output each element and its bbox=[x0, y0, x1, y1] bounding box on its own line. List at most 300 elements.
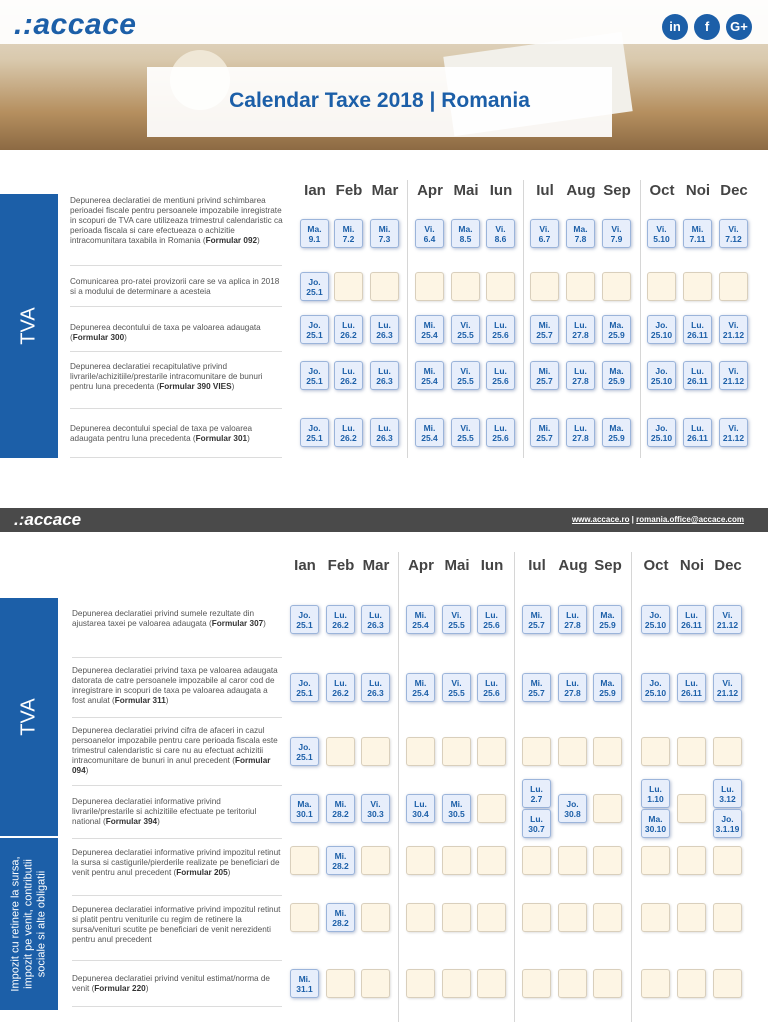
deadline-cell[interactable] bbox=[326, 605, 355, 634]
empty-cell bbox=[602, 272, 631, 301]
empty-cell bbox=[477, 903, 506, 932]
deadline-cell[interactable] bbox=[415, 361, 444, 390]
deadline-cell[interactable] bbox=[326, 903, 355, 932]
empty-cell bbox=[290, 846, 319, 875]
empty-cell bbox=[713, 846, 742, 875]
month-header-dec: Dec bbox=[714, 557, 742, 574]
deadline-date: Vi. 25.5 bbox=[457, 366, 474, 386]
deadline-cell[interactable] bbox=[486, 315, 515, 344]
empty-cell bbox=[713, 969, 742, 998]
empty-cell bbox=[442, 969, 471, 998]
deadline-cell[interactable] bbox=[300, 361, 329, 390]
deadline-date: Lu. 26.11 bbox=[687, 423, 708, 443]
month-header-sep: Sep bbox=[603, 182, 631, 199]
deadline-cell[interactable] bbox=[326, 673, 355, 702]
deadline-cell[interactable] bbox=[406, 673, 435, 702]
deadline-date: Vi. 25.5 bbox=[448, 610, 465, 630]
empty-cell bbox=[290, 903, 319, 932]
deadline-date: Lu. 26.2 bbox=[340, 423, 357, 443]
obligation-description: Depunerea declaratiei privind taxa pe valoarea adaugata datorata de catre persoanele impozabile al caror cod de inregistrare in scopuri de taxa pe valoarea adaugata a fost anulat (Formular 311) bbox=[72, 666, 278, 705]
row-divider bbox=[72, 1006, 282, 1007]
deadline-date: Lu. 26.2 bbox=[340, 320, 357, 340]
empty-cell bbox=[522, 969, 551, 998]
deadline-date: Lu. 25.6 bbox=[483, 678, 500, 698]
deadline-date: Lu. 26.2 bbox=[332, 678, 349, 698]
empty-cell bbox=[442, 737, 471, 766]
quarter-divider bbox=[640, 180, 641, 458]
empty-cell bbox=[677, 969, 706, 998]
deadline-date: Ma. 25.9 bbox=[599, 610, 616, 630]
empty-cell bbox=[593, 969, 622, 998]
month-header-aug: Aug bbox=[566, 182, 596, 199]
deadline-cell[interactable] bbox=[522, 605, 551, 634]
deadline-cell[interactable] bbox=[442, 673, 471, 702]
empty-cell bbox=[558, 846, 587, 875]
month-header-iul: Iul bbox=[536, 182, 554, 199]
empty-cell bbox=[361, 903, 390, 932]
deadline-date: Mi. 25.7 bbox=[536, 366, 553, 386]
empty-cell bbox=[530, 272, 559, 301]
empty-cell bbox=[566, 272, 595, 301]
deadline-cell[interactable] bbox=[683, 361, 712, 390]
deadline-date: Vi. 21.12 bbox=[716, 678, 739, 698]
deadline-date: Lu. 30.7 bbox=[528, 814, 545, 834]
deadline-cell[interactable] bbox=[300, 315, 329, 344]
footer-band bbox=[0, 508, 768, 532]
deadline-date: Jo. 25.1 bbox=[306, 320, 323, 340]
deadline-cell[interactable] bbox=[361, 605, 390, 634]
month-header-mar: Mar bbox=[371, 182, 399, 199]
page-title: Calendar Taxe 2018 | Romania bbox=[229, 89, 530, 112]
empty-cell bbox=[451, 272, 480, 301]
deadline-date: Lu. 27.8 bbox=[572, 320, 589, 340]
deadline-cell[interactable] bbox=[406, 605, 435, 634]
deadline-cell[interactable] bbox=[713, 809, 742, 838]
empty-cell bbox=[558, 969, 587, 998]
deadline-cell[interactable] bbox=[451, 361, 480, 390]
deadline-date: Lu. 26.11 bbox=[687, 320, 708, 340]
empty-cell bbox=[719, 272, 748, 301]
month-header-apr: Apr bbox=[417, 182, 443, 199]
empty-cell bbox=[477, 846, 506, 875]
deadline-cell[interactable] bbox=[593, 673, 622, 702]
deadline-cell[interactable] bbox=[370, 315, 399, 344]
deadline-date: Vi. 21.12 bbox=[722, 423, 745, 443]
empty-cell bbox=[477, 737, 506, 766]
empty-cell bbox=[677, 794, 706, 823]
category-label-text: TVA bbox=[17, 698, 40, 736]
deadline-cell[interactable] bbox=[326, 846, 355, 875]
month-header-iul: Iul bbox=[528, 557, 546, 574]
empty-cell bbox=[713, 737, 742, 766]
deadline-cell[interactable] bbox=[522, 809, 551, 838]
deadline-date: Lu. 26.3 bbox=[376, 423, 393, 443]
deadline-cell[interactable] bbox=[602, 418, 631, 447]
deadline-date: Ma. 25.9 bbox=[608, 320, 625, 340]
empty-cell bbox=[677, 903, 706, 932]
deadline-cell[interactable] bbox=[522, 779, 551, 808]
deadline-cell[interactable] bbox=[290, 737, 319, 766]
category-label bbox=[0, 194, 58, 458]
deadline-date: Lu. 27.8 bbox=[564, 610, 581, 630]
empty-cell bbox=[641, 969, 670, 998]
deadline-date: Jo. 25.1 bbox=[296, 678, 313, 698]
obligation-description: Depunerea decontului de taxa pe valoarea adaugata (Formular 300) bbox=[70, 323, 261, 342]
obligation-description: Depunerea declaratiei informative privind livrarile/prestarile si achizitiile efectuate pe teritoriul national (Formular 394) bbox=[72, 797, 257, 826]
row-divider bbox=[70, 306, 282, 307]
deadline-cell[interactable] bbox=[602, 361, 631, 390]
deadline-cell[interactable] bbox=[415, 418, 444, 447]
empty-cell bbox=[361, 969, 390, 998]
deadline-date: Vi. 5.10 bbox=[653, 224, 670, 244]
quarter-divider bbox=[398, 552, 399, 1022]
deadline-cell[interactable] bbox=[477, 673, 506, 702]
deadline-date: Lu. 26.11 bbox=[687, 366, 708, 386]
empty-cell bbox=[522, 903, 551, 932]
deadline-date: Mi. 28.2 bbox=[332, 851, 349, 871]
deadline-cell[interactable] bbox=[677, 605, 706, 634]
deadline-cell[interactable] bbox=[290, 794, 319, 823]
empty-cell bbox=[641, 846, 670, 875]
deadline-date: Lu. 3.12 bbox=[719, 784, 736, 804]
deadline-cell[interactable] bbox=[370, 361, 399, 390]
deadline-cell[interactable] bbox=[415, 219, 444, 248]
deadline-date: Lu. 26.3 bbox=[376, 366, 393, 386]
month-header-apr: Apr bbox=[408, 557, 434, 574]
deadline-cell[interactable] bbox=[719, 315, 748, 344]
deadline-cell[interactable] bbox=[719, 219, 748, 248]
obligation-description: Depunerea declaratiei informative privind impozitul retinut la sursa si castigurile/pierderile realizate pe beneficiari de venit pentru anul precedent (Formular 205) bbox=[72, 848, 281, 877]
empty-cell bbox=[647, 272, 676, 301]
deadline-date: Mi. 7.2 bbox=[342, 224, 355, 244]
deadline-date: Vi. 7.9 bbox=[610, 224, 623, 244]
deadline-date: Lu. 30.4 bbox=[412, 799, 429, 819]
deadline-date: Ma. 30.1 bbox=[296, 799, 313, 819]
empty-cell bbox=[641, 737, 670, 766]
deadline-cell[interactable] bbox=[566, 361, 595, 390]
deadline-cell[interactable] bbox=[530, 219, 559, 248]
empty-cell bbox=[558, 903, 587, 932]
empty-cell bbox=[361, 737, 390, 766]
deadline-date: Lu. 25.6 bbox=[492, 366, 509, 386]
deadline-date: Mi. 25.4 bbox=[412, 678, 429, 698]
deadline-cell[interactable] bbox=[361, 794, 390, 823]
obligation-description: Depunerea declaratiei de mentiuni privind schimbarea perioadei fiscale pentru persoanele impozabile inregistrate in scopuri de TVA care utilizeaza trimestrul calendaristic ca perioada fiscala si care efectueaza o achizitie intracomunitara taxabila in Romania (Formular 092) bbox=[70, 196, 283, 245]
deadline-date: Vi. 25.5 bbox=[457, 423, 474, 443]
month-header-ian: Ian bbox=[304, 182, 326, 199]
deadline-date: Ma. 30.10 bbox=[644, 814, 667, 834]
deadline-cell[interactable] bbox=[566, 418, 595, 447]
deadline-date: Ma. 25.9 bbox=[599, 678, 616, 698]
empty-cell bbox=[677, 737, 706, 766]
deadline-cell[interactable] bbox=[602, 315, 631, 344]
deadline-cell[interactable] bbox=[522, 673, 551, 702]
deadline-date: Jo. 25.10 bbox=[650, 366, 673, 386]
row-divider bbox=[70, 457, 282, 458]
month-header-oct: Oct bbox=[649, 182, 675, 199]
deadline-date: Jo. 25.1 bbox=[296, 742, 313, 762]
deadline-date: Mi. 25.4 bbox=[421, 423, 438, 443]
deadline-cell[interactable] bbox=[486, 361, 515, 390]
deadline-cell[interactable] bbox=[677, 673, 706, 702]
deadline-cell[interactable] bbox=[486, 418, 515, 447]
empty-cell bbox=[334, 272, 363, 301]
empty-cell bbox=[593, 846, 622, 875]
deadline-cell[interactable] bbox=[442, 605, 471, 634]
deadline-date: Vi. 25.5 bbox=[448, 678, 465, 698]
deadline-cell[interactable] bbox=[558, 605, 587, 634]
month-header-dec: Dec bbox=[720, 182, 748, 199]
deadline-date: Jo. 25.10 bbox=[650, 320, 673, 340]
deadline-cell[interactable] bbox=[713, 605, 742, 634]
google-plus-icon[interactable]: G+ bbox=[726, 14, 752, 40]
deadline-cell[interactable] bbox=[683, 315, 712, 344]
deadline-date: Vi. 21.12 bbox=[722, 366, 745, 386]
deadline-cell[interactable] bbox=[713, 673, 742, 702]
empty-cell bbox=[406, 969, 435, 998]
deadline-cell[interactable] bbox=[683, 219, 712, 248]
empty-cell bbox=[593, 903, 622, 932]
deadline-cell[interactable] bbox=[451, 219, 480, 248]
deadline-cell[interactable] bbox=[719, 418, 748, 447]
deadline-cell[interactable] bbox=[566, 219, 595, 248]
deadline-date: Lu. 2.7 bbox=[530, 784, 543, 804]
deadline-date: Vi. 6.4 bbox=[423, 224, 436, 244]
category-label bbox=[0, 838, 58, 1010]
deadline-cell[interactable] bbox=[558, 673, 587, 702]
empty-cell bbox=[326, 969, 355, 998]
month-header-aug: Aug bbox=[558, 557, 588, 574]
deadline-date: Mi. 7.3 bbox=[378, 224, 391, 244]
quarter-divider bbox=[523, 180, 524, 458]
month-header-oct: Oct bbox=[643, 557, 669, 574]
deadline-cell[interactable] bbox=[415, 315, 444, 344]
deadline-cell[interactable] bbox=[361, 673, 390, 702]
deadline-cell[interactable] bbox=[602, 219, 631, 248]
obligation-description: Depunerea declaratiei recapitulative privind livrarile/achizitiile/prestarile intracomunitare de bunuri pentru luna precedenta (Formular 390 VIES) bbox=[70, 362, 263, 391]
deadline-date: Jo. 25.1 bbox=[306, 277, 323, 297]
empty-cell bbox=[415, 272, 444, 301]
deadline-cell[interactable] bbox=[558, 794, 587, 823]
deadline-cell[interactable] bbox=[370, 219, 399, 248]
deadline-cell[interactable] bbox=[370, 418, 399, 447]
deadline-cell[interactable] bbox=[290, 605, 319, 634]
obligation-description: Depunerea declaratiei privind cifra de afaceri in cazul persoanelor impozabile pentru care perioada fiscala este trimestrul calendaristic si care nu au efectuat achizitii intracomunitare de bunuri in anul precedent (Formular 094) bbox=[72, 726, 278, 775]
deadline-cell[interactable] bbox=[334, 219, 363, 248]
obligation-description: Depunerea declaratiei privind venitul estimat/norma de venit (Formular 220) bbox=[72, 974, 270, 993]
empty-cell bbox=[486, 272, 515, 301]
deadline-date: Mi. 31.1 bbox=[296, 974, 313, 994]
category-label-text: TVA bbox=[17, 307, 40, 345]
empty-cell bbox=[683, 272, 712, 301]
row-divider bbox=[70, 265, 282, 266]
deadline-cell[interactable] bbox=[641, 779, 670, 808]
deadline-cell[interactable] bbox=[451, 315, 480, 344]
row-divider bbox=[72, 838, 282, 839]
empty-cell bbox=[593, 794, 622, 823]
deadline-cell[interactable] bbox=[683, 418, 712, 447]
deadline-date: Vi. 21.12 bbox=[716, 610, 739, 630]
row-divider bbox=[72, 960, 282, 961]
deadline-cell[interactable] bbox=[593, 605, 622, 634]
month-header-feb: Feb bbox=[335, 182, 363, 199]
deadline-date: Lu. 26.2 bbox=[332, 610, 349, 630]
deadline-cell[interactable] bbox=[647, 219, 676, 248]
month-header-feb: Feb bbox=[327, 557, 355, 574]
deadline-cell[interactable] bbox=[334, 315, 363, 344]
empty-cell bbox=[370, 272, 399, 301]
header-bar bbox=[0, 0, 768, 44]
deadline-date: Mi. 25.4 bbox=[412, 610, 429, 630]
month-header-noi: Noi bbox=[685, 182, 711, 199]
deadline-cell[interactable] bbox=[300, 418, 329, 447]
deadline-date: Vi. 7.12 bbox=[725, 224, 742, 244]
empty-cell bbox=[406, 846, 435, 875]
hero-banner bbox=[0, 0, 768, 150]
deadline-cell[interactable] bbox=[530, 418, 559, 447]
category-label-text: Impozit cu retinere la sursa, impozit pe venit, contributii sociale si alte obligatii bbox=[9, 856, 48, 992]
deadline-cell[interactable] bbox=[451, 418, 480, 447]
deadline-date: Mi. 7.11 bbox=[689, 224, 706, 244]
empty-cell bbox=[713, 903, 742, 932]
linkedin-icon[interactable]: in bbox=[662, 14, 688, 40]
deadline-date: Lu. 26.3 bbox=[367, 678, 384, 698]
empty-cell bbox=[406, 903, 435, 932]
deadline-date: Jo. 30.8 bbox=[564, 799, 581, 819]
month-header-iun: Iun bbox=[480, 557, 504, 574]
month-header-sep: Sep bbox=[594, 557, 622, 574]
deadline-cell[interactable] bbox=[290, 673, 319, 702]
deadline-cell[interactable] bbox=[641, 809, 670, 838]
row-divider bbox=[72, 785, 282, 786]
deadline-date: Lu. 25.6 bbox=[483, 610, 500, 630]
deadline-date: Lu. 27.8 bbox=[572, 366, 589, 386]
deadline-date: Ma. 7.8 bbox=[573, 224, 588, 244]
deadline-cell[interactable] bbox=[334, 418, 363, 447]
deadline-date: Lu. 26.3 bbox=[367, 610, 384, 630]
deadline-date: Lu. 26.11 bbox=[681, 610, 702, 630]
deadline-date: Jo. 3.1.19 bbox=[715, 814, 740, 834]
obligation-description: Depunerea declaratiei privind sumele rezultate din ajustarea taxei pe valoarea adaugata (Formular 307) bbox=[72, 609, 266, 628]
obligation-description: Depunerea declaratiei informative privind impozitul retinut si platit pentru veniturile cu regim de retinere la sursa/venituri scutite pe beneficiari de venit nerezidenti pentru anul precedent bbox=[72, 905, 281, 944]
deadline-date: Jo. 25.1 bbox=[306, 423, 323, 443]
row-divider bbox=[72, 717, 282, 718]
contact-links: www.accace.ro | romania.office@accace.com bbox=[571, 515, 744, 524]
facebook-icon[interactable]: f bbox=[694, 14, 720, 40]
empty-cell bbox=[406, 737, 435, 766]
empty-cell bbox=[522, 846, 551, 875]
deadline-date: Lu. 26.11 bbox=[681, 678, 702, 698]
deadline-date: Mi. 28.2 bbox=[332, 908, 349, 928]
deadline-cell[interactable] bbox=[647, 361, 676, 390]
deadline-cell[interactable] bbox=[647, 418, 676, 447]
row-divider bbox=[72, 657, 282, 658]
deadline-date: Lu. 26.3 bbox=[376, 320, 393, 340]
empty-cell bbox=[326, 737, 355, 766]
deadline-date: Ma. 9.1 bbox=[307, 224, 322, 244]
deadline-date: Lu. 27.8 bbox=[564, 678, 581, 698]
deadline-date: Mi. 25.7 bbox=[536, 320, 553, 340]
quarter-divider bbox=[514, 552, 515, 1022]
deadline-date: Mi. 25.7 bbox=[536, 423, 553, 443]
deadline-cell[interactable] bbox=[566, 315, 595, 344]
deadline-date: Ma. 25.9 bbox=[608, 366, 625, 386]
month-header-mai: Mai bbox=[444, 557, 470, 574]
month-header-iun: Iun bbox=[489, 182, 513, 199]
deadline-cell[interactable] bbox=[647, 315, 676, 344]
empty-cell bbox=[361, 846, 390, 875]
month-header-ian: Ian bbox=[294, 557, 316, 574]
deadline-cell[interactable] bbox=[290, 969, 319, 998]
deadline-cell[interactable] bbox=[530, 361, 559, 390]
deadline-cell[interactable] bbox=[406, 794, 435, 823]
row-divider bbox=[72, 895, 282, 896]
deadline-date: Mi. 28.2 bbox=[332, 799, 349, 819]
accace-logo[interactable]: .:accace bbox=[14, 8, 137, 41]
empty-cell bbox=[641, 903, 670, 932]
row-divider bbox=[70, 351, 282, 352]
empty-cell bbox=[677, 846, 706, 875]
deadline-date: Lu. 25.6 bbox=[492, 320, 509, 340]
deadline-date: Vi. 6.7 bbox=[538, 224, 551, 244]
obligation-description: Depunerea decontului special de taxa pe valoarea adaugata pentru luna precedenta (Formular 301) bbox=[70, 424, 253, 443]
deadline-date: Lu. 25.6 bbox=[492, 423, 509, 443]
deadline-cell[interactable] bbox=[334, 361, 363, 390]
deadline-date: Jo. 25.1 bbox=[296, 610, 313, 630]
empty-cell bbox=[477, 794, 506, 823]
month-header-mar: Mar bbox=[362, 557, 390, 574]
website-link[interactable]: www.accace.ro bbox=[571, 515, 630, 524]
deadline-date: Vi. 21.12 bbox=[722, 320, 745, 340]
deadline-date: Vi. 25.5 bbox=[457, 320, 474, 340]
title-box bbox=[147, 67, 612, 137]
deadline-cell[interactable] bbox=[486, 219, 515, 248]
row-divider bbox=[70, 408, 282, 409]
deadline-date: Mi. 25.7 bbox=[528, 678, 545, 698]
empty-cell bbox=[477, 969, 506, 998]
month-header-noi: Noi bbox=[679, 557, 705, 574]
empty-cell bbox=[442, 846, 471, 875]
deadline-date: Vi. 30.3 bbox=[367, 799, 384, 819]
deadline-date: Jo. 25.10 bbox=[644, 678, 667, 698]
deadline-date: Jo. 25.1 bbox=[306, 366, 323, 386]
category-label bbox=[0, 598, 58, 836]
deadline-cell[interactable] bbox=[326, 794, 355, 823]
deadline-date: Jo. 25.10 bbox=[644, 610, 667, 630]
empty-cell bbox=[442, 903, 471, 932]
deadline-cell[interactable] bbox=[530, 315, 559, 344]
quarter-divider bbox=[407, 180, 408, 458]
empty-cell bbox=[593, 737, 622, 766]
empty-cell bbox=[558, 737, 587, 766]
deadline-date: Lu. 27.8 bbox=[572, 423, 589, 443]
deadline-cell[interactable] bbox=[713, 779, 742, 808]
deadline-date: Mi. 30.5 bbox=[448, 799, 465, 819]
deadline-cell[interactable] bbox=[300, 219, 329, 248]
deadline-date: Jo. 25.10 bbox=[650, 423, 673, 443]
deadline-cell[interactable] bbox=[719, 361, 748, 390]
quarter-divider bbox=[631, 552, 632, 1022]
deadline-cell[interactable] bbox=[477, 605, 506, 634]
deadline-cell[interactable] bbox=[442, 794, 471, 823]
deadline-date: Mi. 25.4 bbox=[421, 320, 438, 340]
accace-logo-small[interactable]: .:accace bbox=[14, 510, 82, 529]
deadline-cell[interactable] bbox=[641, 673, 670, 702]
deadline-date: Mi. 25.7 bbox=[528, 610, 545, 630]
deadline-cell[interactable] bbox=[641, 605, 670, 634]
deadline-cell[interactable] bbox=[300, 272, 329, 301]
email-link[interactable]: romania.office@accace.com bbox=[636, 515, 744, 524]
